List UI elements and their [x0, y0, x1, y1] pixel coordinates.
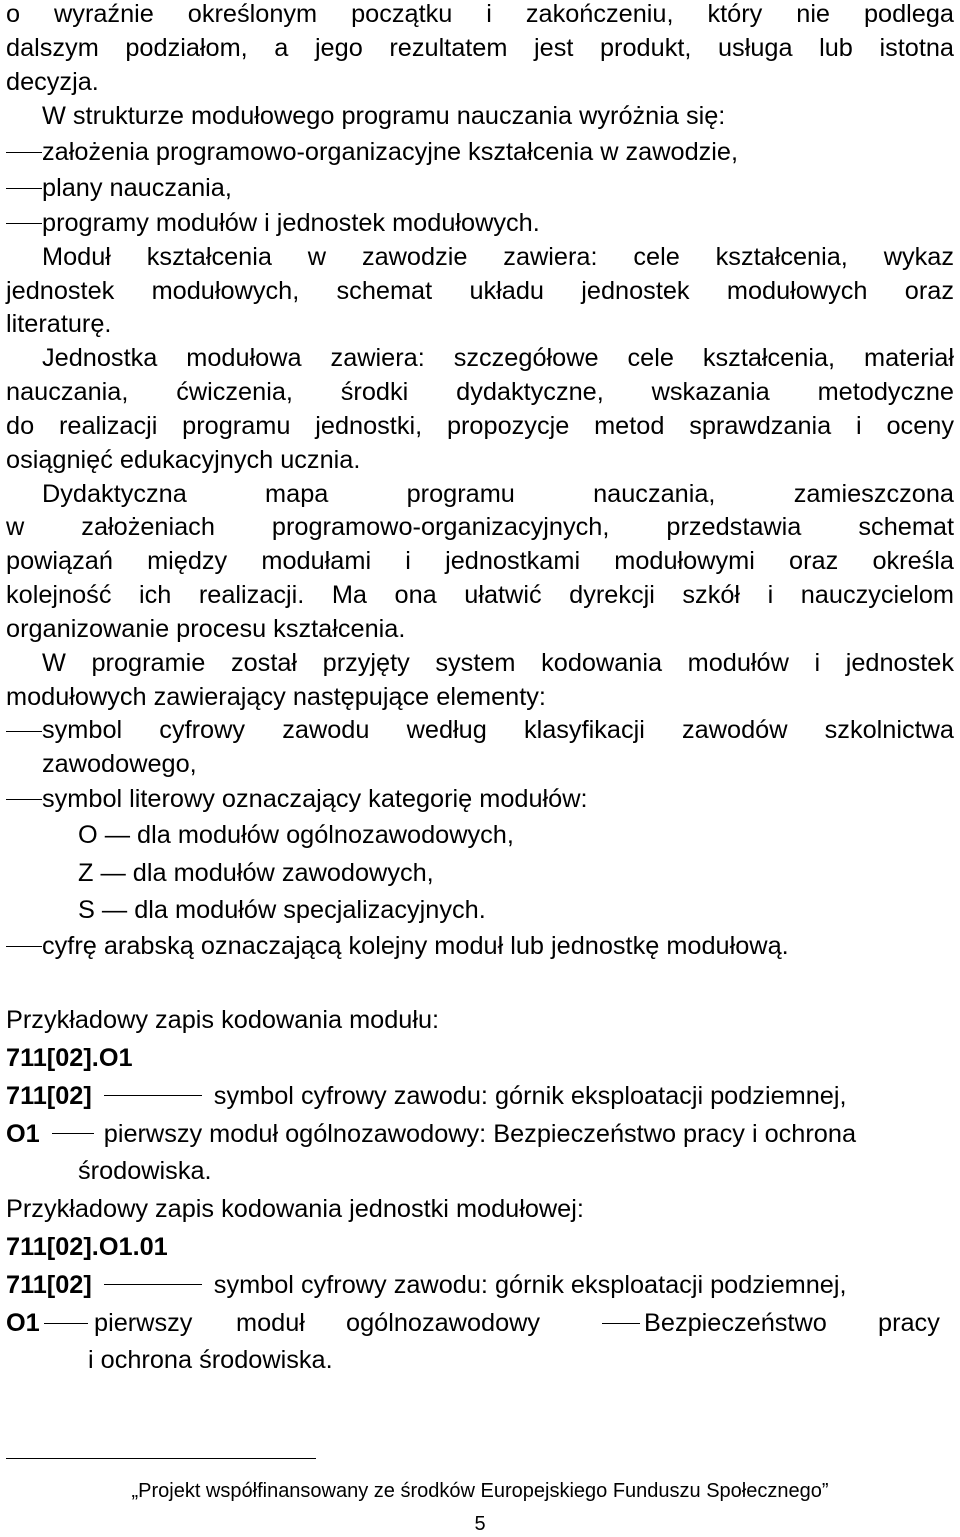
footnote-divider [6, 1458, 316, 1459]
dash-bullet-icon [6, 223, 42, 224]
text-line: organizowanie procesu kształcenia. [6, 615, 406, 643]
dash-icon [104, 1284, 202, 1285]
text-line: powiązań między modułami i jednostkami modułowymi oraz określa [6, 547, 954, 575]
code-label: O1 [6, 1120, 40, 1148]
dash-bullet-icon [6, 731, 42, 732]
list-item: plany nauczania, [42, 174, 232, 202]
example-code: 711[02].O1.01 [6, 1233, 168, 1261]
text-line: decyzja. [6, 68, 99, 96]
list-item: zawodowego, [42, 750, 197, 778]
code-definition-row [6, 1268, 954, 1302]
dash-bullet-icon [6, 799, 42, 800]
example-heading: Przykładowy zapis kodowania modułu: [6, 1006, 440, 1034]
dash-bullet-icon [6, 946, 42, 947]
list-item: symbol literowy oznaczający kategorię modułów: [42, 785, 588, 813]
text-line: literaturę. [6, 310, 112, 338]
code-description: symbol cyfrowy zawodu: górnik eksploatacji podziemnej, [213, 1271, 847, 1299]
code-definition-row [6, 1117, 954, 1151]
code-description-word: ogólnozawodowy [346, 1309, 541, 1337]
code-description-word: Bezpieczeństwo [644, 1309, 827, 1337]
sub-list-item: S — dla modułów specjalizacyjnych. [78, 896, 486, 924]
sub-list-item: Z — dla modułów zawodowych, [78, 859, 434, 887]
code-description-word: moduł [236, 1309, 305, 1337]
page-number: 5 [474, 1513, 486, 1535]
code-description: symbol cyfrowy zawodu: górnik eksploatacji podziemnej, [213, 1082, 847, 1110]
text-line: W programie został przyjęty system kodowania modułów i jednostek [42, 649, 954, 677]
dash-bullet-icon [6, 188, 42, 189]
code-label: O1 [6, 1309, 40, 1337]
text-line: jednostek modułowych, schemat układu jednostek modułowych oraz [6, 277, 954, 305]
text-line: do realizacji programu jednostki, propozycje metod sprawdzania i oceny [6, 412, 954, 440]
text-line: kolejność ich realizacji. Ma ona ułatwić dyrekcji szkół i nauczycielom [6, 581, 954, 609]
text-line: o wyraźnie określonym początku i zakończeniu, który nie podlega [6, 0, 954, 28]
sub-list-item: O — dla modułów ogólnozawodowych, [78, 821, 514, 849]
text-line: dalszym podziałom, a jego rezultatem jest produkt, usługa lub istotna [6, 34, 954, 62]
list-item: symbol cyfrowy zawodu według klasyfikacji zawodów szkolnictwa [42, 716, 954, 744]
dash-icon [104, 1095, 202, 1096]
code-description: pierwszy moduł ogólnozawodowy: Bezpieczeństwo pracy i ochrona [103, 1120, 857, 1148]
text-line: Jednostka modułowa zawiera: szczegółowe cele kształcenia, materiał [42, 344, 954, 372]
text-line: środowiska. [78, 1157, 212, 1185]
code-label: 711[02] [6, 1271, 92, 1299]
text-line: modułowych zawierający następujące elementy: [6, 683, 546, 711]
text-line: Moduł kształcenia w zawodzie zawiera: cele kształcenia, wykaz [42, 243, 954, 271]
footer-project-note: „Projekt współfinansowany ze środków Europejskiego Funduszu Społecznego” [131, 1480, 829, 1502]
list-item: programy modułów i jednostek modułowych. [42, 209, 540, 237]
code-description-word: pierwszy [94, 1309, 193, 1337]
list-item: założenia programowo-organizacyjne kształcenia w zawodzie, [42, 138, 739, 166]
code-label: 711[02] [6, 1082, 92, 1110]
text-line: Dydaktyczna mapa programu nauczania, zamieszczona [42, 480, 954, 508]
text-line: osiągnięć edukacyjnych ucznia. [6, 446, 361, 474]
text-line: W strukturze modułowego programu nauczania wyróżnia się: [42, 102, 726, 130]
code-definition-row [6, 1079, 954, 1113]
dash-icon [44, 1323, 88, 1324]
example-code: 711[02].O1 [6, 1044, 133, 1072]
text-line: nauczania, ćwiczenia, środki dydaktyczne, wskazania metodyczne [6, 378, 954, 406]
text-line: w założeniach programowo-organizacyjnych, przedstawia schemat [6, 513, 954, 541]
dash-icon [602, 1323, 640, 1324]
code-description-word: pracy [878, 1309, 940, 1337]
list-item: cyfrę arabską oznaczającą kolejny moduł lub jednostkę modułową. [42, 932, 789, 960]
dash-bullet-icon [6, 152, 42, 153]
dash-icon [52, 1133, 94, 1134]
example-heading: Przykładowy zapis kodowania jednostki modułowej: [6, 1195, 584, 1223]
text-line: i ochrona środowiska. [88, 1346, 333, 1374]
